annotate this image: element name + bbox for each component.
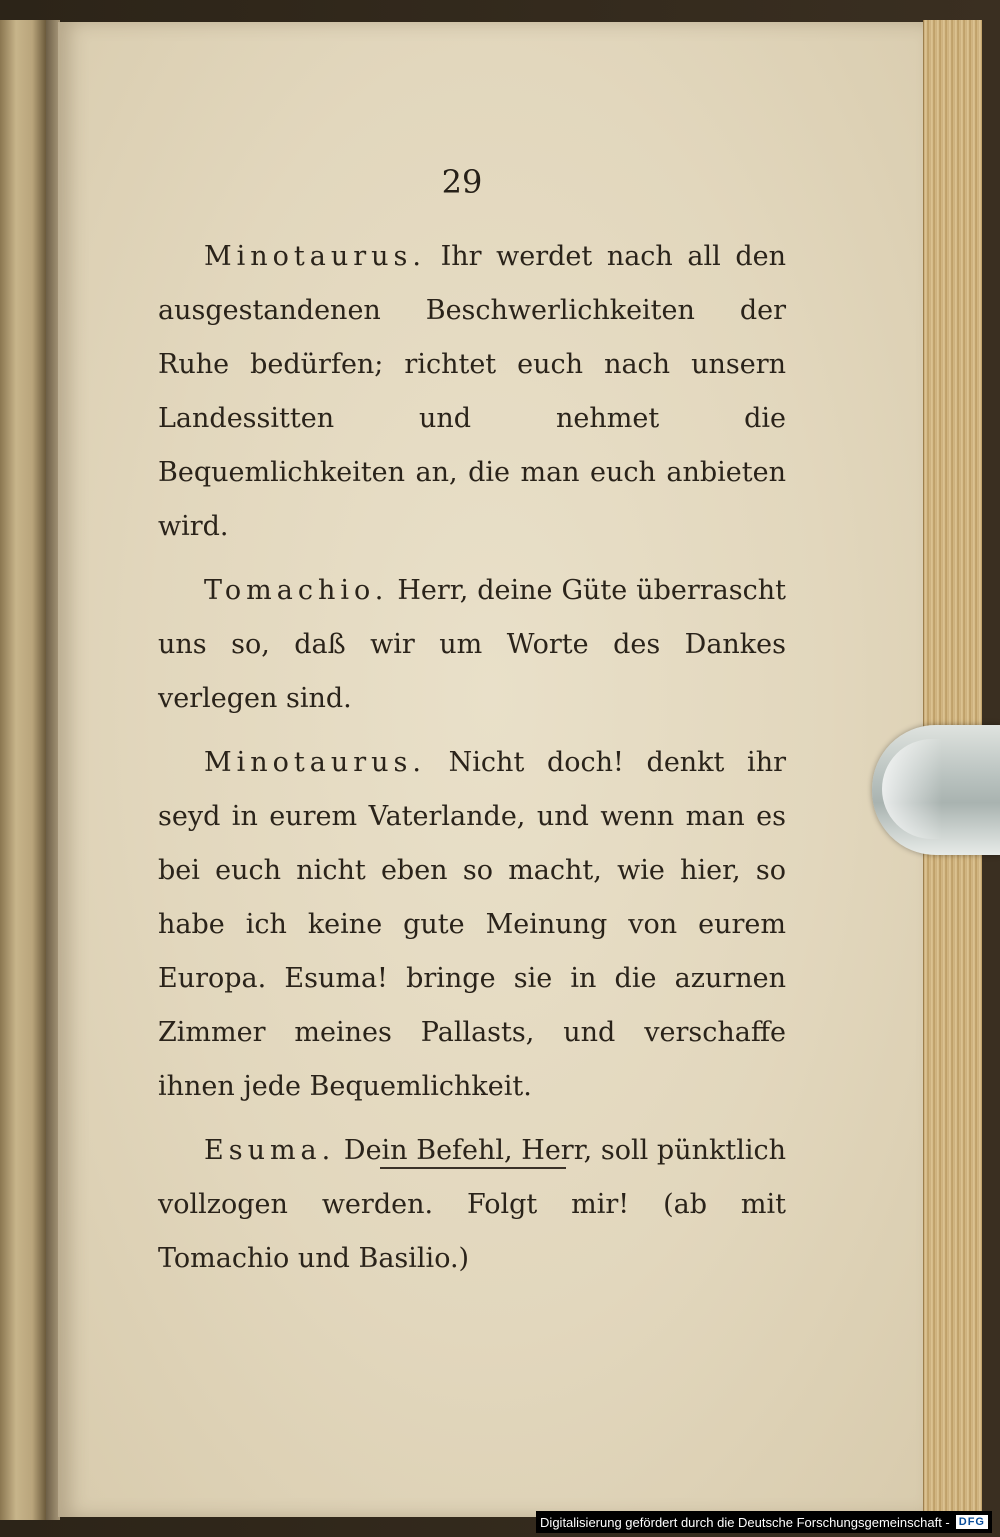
previous-page-edge xyxy=(0,20,48,1520)
page-clip xyxy=(872,725,1000,855)
dialogue-text: Dein Befehl, Herr, soll pünktlich vollzogen werden. Folgt mir! (ab mit Tomachio und Basilio.) xyxy=(158,1135,786,1274)
dialogue-paragraph xyxy=(158,1124,786,1286)
dfg-logo: DFG xyxy=(956,1515,988,1529)
speaker-name: Esuma. xyxy=(204,1135,336,1166)
dialogue-text: Ihr werdet nach all den ausgestandenen Beschwerlichkeiten der Ruhe bedürfen; richtet euch nach unsern Landessitten und nehmet die Bequemlichkeiten an, die man euch anbieten wird. xyxy=(158,241,786,542)
dialogue-paragraph xyxy=(158,230,786,554)
page-number: 29 xyxy=(441,163,483,201)
dialogue-paragraph xyxy=(158,564,786,726)
speaker-name: Tomachio. xyxy=(204,575,389,606)
speaker-name: Minotaurus. xyxy=(204,747,426,778)
speaker-name: Minotaurus. xyxy=(204,241,426,272)
dialogue-paragraph xyxy=(158,736,786,1114)
dialogue-text: Nicht doch! denkt ihr seyd in eurem Vaterlande, und wenn man es bei euch nicht eben so macht, wie hier, so habe ich keine gute Meinung von eurem Europa. Esuma! bringe sie in die azurnen Zimmer meines Pallasts, und verschaffe ihnen jede Bequemlichkeit. xyxy=(158,747,786,1102)
section-divider xyxy=(380,1167,566,1169)
dialogue-text: Herr, deine Güte überrascht uns so, daß wir um Worte des Dankes verlegen sind. xyxy=(158,575,786,714)
page-text xyxy=(158,230,786,1286)
digitization-footer xyxy=(536,1511,992,1533)
footer-credit: Digitalisierung gefördert durch die Deutsche Forschungsgemeinschaft - xyxy=(540,1514,950,1530)
